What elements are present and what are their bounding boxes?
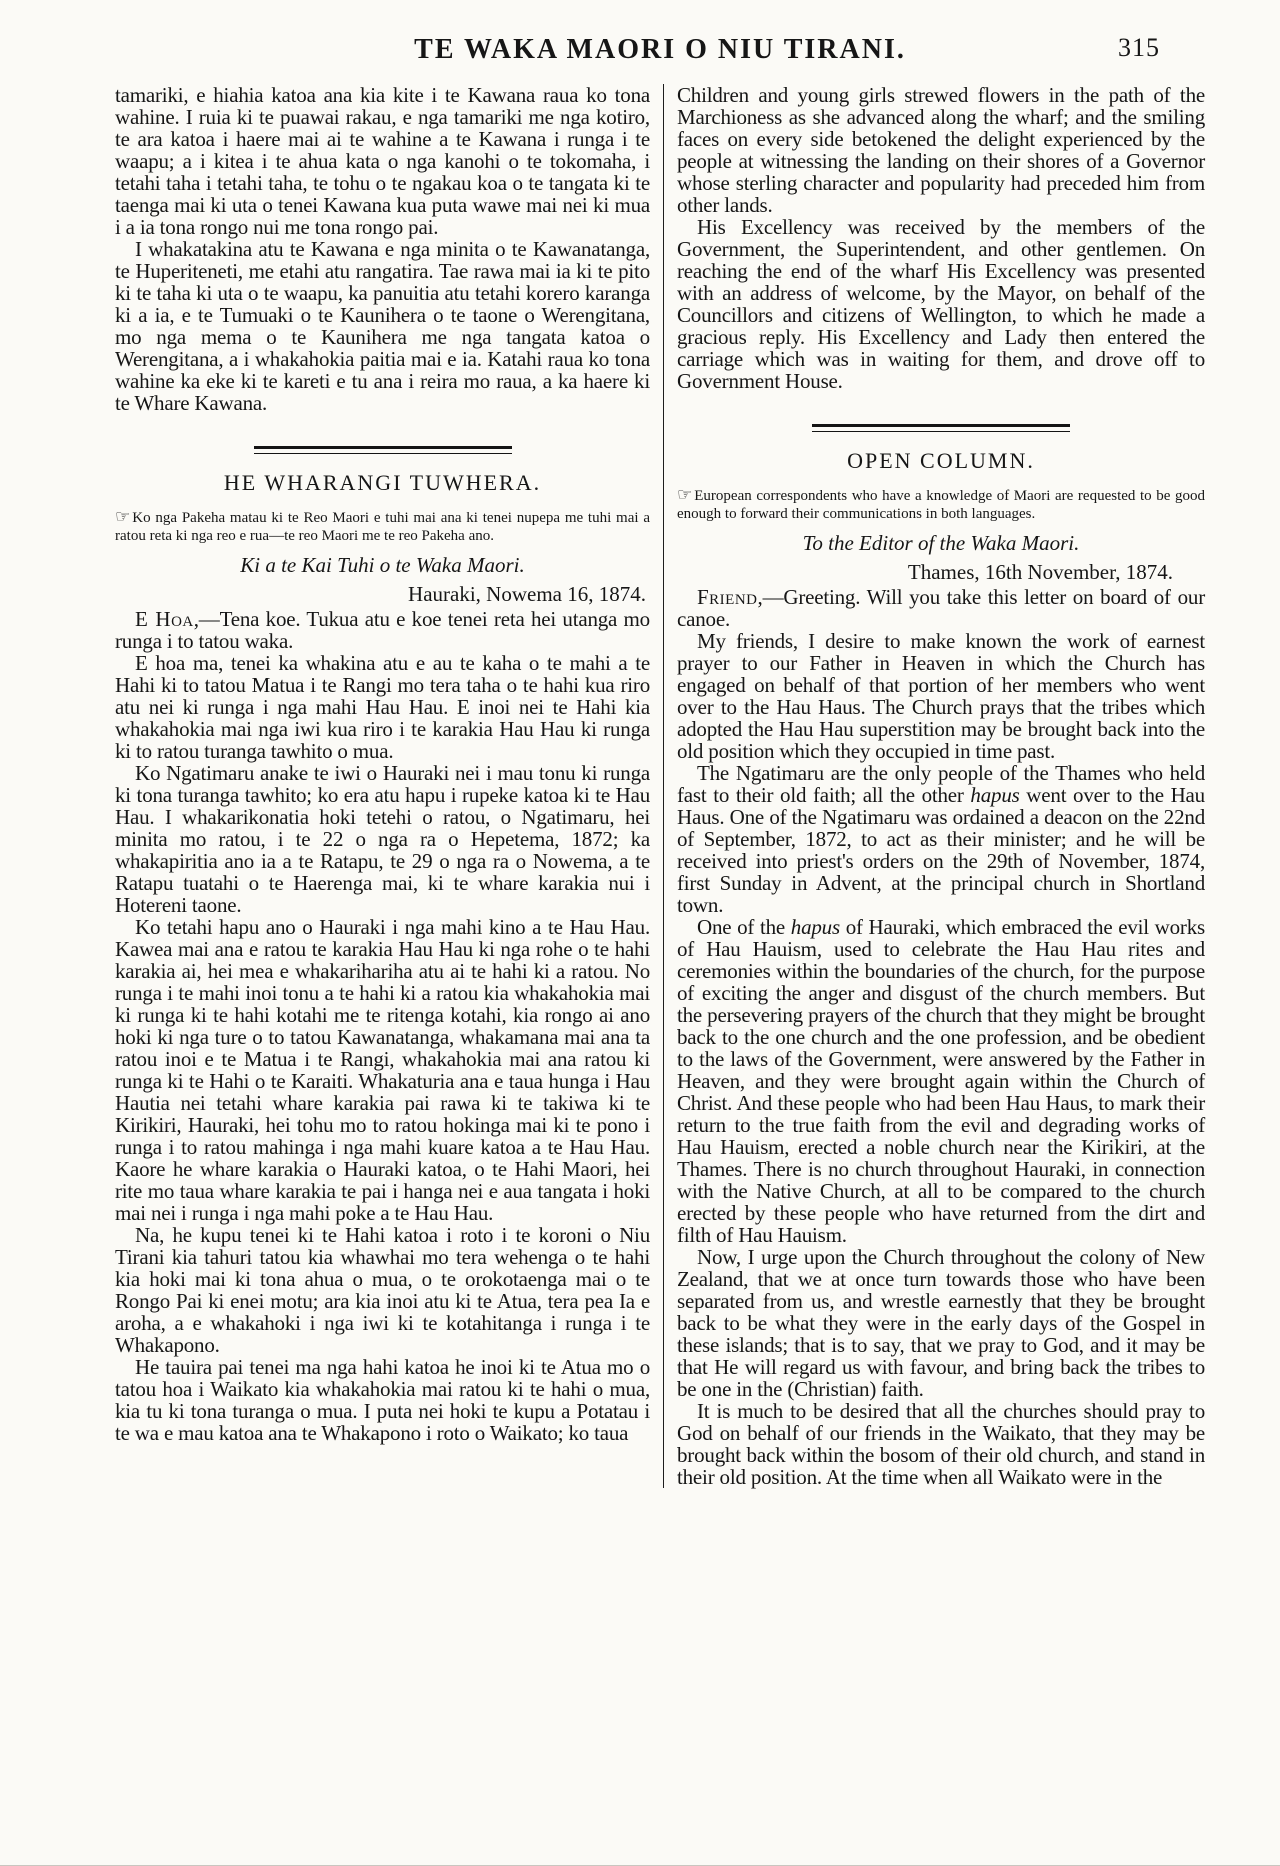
- section-divider-rule: [254, 446, 512, 454]
- maori-letter-paragraph-2: E hoa ma, tenei ka whakina atu e au te kaha o te mahi a te Hahi ki to tatou Matua i te Rangi mo tera taha o te hahi kua riro atu nei ki runga i nga mahi Hau Hau. E inoi nei te Hahi kia whakahokia mai nga iwi kua riro i te karakia Hau Hau ki runga ki to ratou turanga tawhito o mua.: [115, 651, 650, 763]
- letter-dateline-english: Thames, 16th November, 1874.: [907, 560, 1173, 584]
- letter-greeting-maori: E Hoa: [135, 607, 194, 631]
- maori-continued-paragraph-1: tamariki, e hiahia katoa ana kia kite i te Kawana raua ko tona wahine. I ruia ki te puawai rakau, e nga tamariki me nga kotiro, te ara katoa i haere mai ai te wahine a te Kawana i runga i te waapu; a i kitea i te ahua kata o nga kanohi o te tokomaha, i tetahi taha i tetahi taha, te tohu o te ngakau koa o te tangata ki te taenga mai ki uta o tenei Kawana kua puta wawe mai nei ki mua i a ia tona rongo nui me tona rongo pai.: [115, 83, 650, 239]
- maori-letter-paragraph-3: Ko Ngatimaru anake te iwi o Hauraki nei i mau tonu ki runga ki tona turanga tawhito; ko era atu hapu i rupeke katoa ki te Hau Hau. I whakarikonatia hoki tetehi o ratou, o Ngatimaru, hei minita mo ratou, i te 22 o nga ra o Hepetema, 1872; ka whakapiritia ano ia a te Ratapu, te 29 o nga ra o Nowema, a te Ratapu tuatahi o te Haerenga mai, ki te whare karakia nui i Hotereni taone.: [115, 761, 650, 917]
- italic-word-hapus: hapus: [970, 783, 1020, 807]
- section-heading-maori: HE WHARANGI TUWHERA.: [223, 470, 542, 495]
- english-letter-paragraph-2: My friends, I desire to make known the work of earnest prayer to our Father in Heaven in which the Church has engaged on behalf of that portion of her members who went over to the Hau Haus. The Church prays that the tribes which adopted the Hau Hau superstition may be brought back into the old position which they occupied in time past.: [677, 629, 1205, 763]
- english-letter-paragraph-6: It is much to be desired that all the churches should pray to God on behalf of our friends in the Waikato, that they may be brought back within the bosom of their old church, and stand in their old position. At the time when all Waikato were in the: [677, 1399, 1205, 1489]
- column-divider-rule: [663, 84, 664, 1488]
- maori-letter-paragraph-5: Na, he kupu tenei ki te Hahi katoa i roto i te koroni o Niu Tirani kia tahuri tatou kia whawhai mo tera wehenga o te hahi kia hoki mai ki tona ahua o mua, o te orokotaenga mai o te Rongo Pai ki enei motu; ara kia inoi atu ki te Atua, tera pea Ia e aroha, a e whakahoki i nga iwi ki te kotahitanga i runga i te Whakapono.: [115, 1223, 650, 1357]
- page-title: TE WAKA MAORI O NIU TIRANI.: [414, 34, 906, 65]
- editor-notice-english: [677, 486, 1205, 523]
- maori-letter-paragraph-1: E Hoa,—Tena koe. Tukua atu e koe tenei reta hei utanga mo runga i to tatou waka.: [115, 607, 650, 653]
- italic-word-hapus: hapus: [790, 915, 840, 939]
- english-continued-paragraph-2: His Excellency was received by the members of the Government, the Superintendent, and other gentlemen. On reaching the end of the wharf His Excellency was presented with an address of welcome, by the Mayor, on behalf of the Councillors and citizens of Wellington, to which he made a gracious reply. His Excellency and Lady then entered the carriage which was in waiting for them, and drove off to Government House.: [677, 215, 1205, 393]
- section-heading-english: OPEN COLUMN.: [847, 448, 1035, 473]
- manicule-icon: ☞: [115, 507, 131, 527]
- manicule-icon: ☞: [677, 485, 693, 505]
- right-column-english: [677, 84, 1205, 1488]
- english-continued-paragraph-1: Children and young girls strewed flowers in the path of the Marchioness as she advanced along the wharf; and the smiling faces on every side betokened the delight experienced by the people at witnessing the landing on their shores of a Governor whose sterling character and popularity had preceded him from other lands.: [677, 83, 1205, 217]
- page-number: 315: [1118, 33, 1160, 62]
- english-letter-paragraph-5: Now, I urge upon the Church throughout the colony of New Zealand, that we at once turn towards those who have been separated from us, and wrestle earnestly that they be brought back to be what they were in the early days of the Gospel in these islands; that is to say, that we pray to God, and it may be that He will regard us with favour, and bring back the tribes to be one in the (Christian) faith.: [677, 1245, 1205, 1401]
- letter-salutation-maori: Ki a te Kai Tuhi o te Waka Maori.: [240, 553, 525, 577]
- two-column-layout: [115, 84, 1205, 1488]
- left-column-maori: [115, 84, 650, 1488]
- editor-notice-english-text: European correspondents who have a knowledge of Maori are requested to be good enough to forward their communications in both languages.: [677, 488, 1205, 522]
- english-letter-paragraph-4: One of the hapus of Hauraki, which embraced the evil works of Hau Hauism, used to celebrate the Hau Hau rites and ceremonies within the boundaries of the church, for the purpose of exciting the anger and disgust of the church members. But the persevering prayers of the church that they might be brought back to the one church and the one profession, and be obedient to the laws of the Government, were answered by the Father in Heaven, and they were brought again within the Church of Christ. And these people who had been Hau Haus, to mark their return to the true faith from the evil and degrading works of Hau Hauism, erected a noble church near the Kirikiri, at the Thames. There is no church throughout Hauraki, in connection with the Native Church, at all to be compared to the church erected by these people who have returned from the dirt and filth of Hau Hauism.: [677, 915, 1205, 1247]
- letter-dateline-maori: Hauraki, Nowema 16, 1874.: [408, 582, 646, 606]
- maori-letter-paragraph-6: He tauira pai tenei ma nga hahi katoa he inoi ki te Atua mo o tatou hoa i Waikato kia whakahokia mai ratou ki te hahi o mua, kia tu ki tona turanga o mua. I puta nei hoki te kupu a Potatau i te wa e mau katoa ana te Whakapono i roto o Waikato; ko taua: [115, 1355, 650, 1445]
- english-letter-paragraph-1: Friend,—Greeting. Will you take this letter on board of our canoe.: [677, 585, 1205, 631]
- maori-letter-paragraph-4: Ko tetahi hapu ano o Hauraki i nga mahi kino a te Hau Hau. Kawea mai ana e ratou te karakia Hau Hau ki nga rohe o te hahi karakia ai, hei mea e whakarihariha atu ai te hahi ki a ratou. No runga i te mahi inoi tonu a te hahi ki a ratou kia whakahokia mai ki runga ki te hahi kotahi me te ritenga kotahi, kia rongo ai ano hoki ki nga ture o to tatou Kawanatanga, whakamana mai ana ta ratou inoi e te Matua i te Rangi, whakahokia mai ana ratou ki runga ki te Hahi o te Karaiti. Whakaturia ana e taua hunga i Hau Hautia nei tetahi whare karakia pai rawa ki te takiwa ki te Kirikiri, Hauraki, hei tohu mo to ratou hokinga mai ki te pono i runga i to ratou mahinga i nga mahi kuare katoa a te Hau Hau. Kaore he whare karakia o Hauraki katoa, o te Hahi Maori, hei rite mo taua whare karakia te pai i hanga nei e aua tangata i hoki mai nei i runga i nga mahi poke a te Hau Hau.: [115, 915, 650, 1225]
- maori-continued-paragraph-2: I whakatakina atu te Kawana e nga minita o te Kawanatanga, te Huperiteneti, me etahi atu rangatira. Tae rawa mai ia ki te pito ki te taha ki uta o te waapu, ka panuitia atu tetahi korero karanga ki a ia, e te Tumuaki o te Kaunihera o te taone o Werengitana, mo nga mema o te Kaunihera me nga tangata katoa o Werengitana, a i whakahokia paitia mai e ia. Katahi raua ko tona wahine ka eke ki te kareti e tu ana i reira mo raua, a ka haere ki te Whare Kawana.: [115, 237, 650, 415]
- editor-notice-maori-text: Ko nga Pakeha matau ki te Reo Maori e tuhi mai ana ki tenei nupepa me tuhi mai a ratou reta ki nga reo e rua—te reo Maori me te reo Pakeha ano.: [115, 510, 650, 544]
- letter-salutation-english: To the Editor of the Waka Maori.: [802, 531, 1080, 555]
- letter-greeting-english: Friend: [697, 585, 758, 609]
- editor-notice-maori: [115, 508, 650, 545]
- english-letter-paragraph-3: The Ngatimaru are the only people of the Thames who held fast to their old faith; all the other hapus went over to the Hau Haus. One of the Ngatimaru was ordained a deacon on the 22nd of September, 1872, to act as their minister; and he will be received into priest's orders on the 29th of November, 1874, first Sunday in Advent, at the principal church in Shortland town.: [677, 761, 1205, 917]
- section-divider-rule: [812, 424, 1070, 432]
